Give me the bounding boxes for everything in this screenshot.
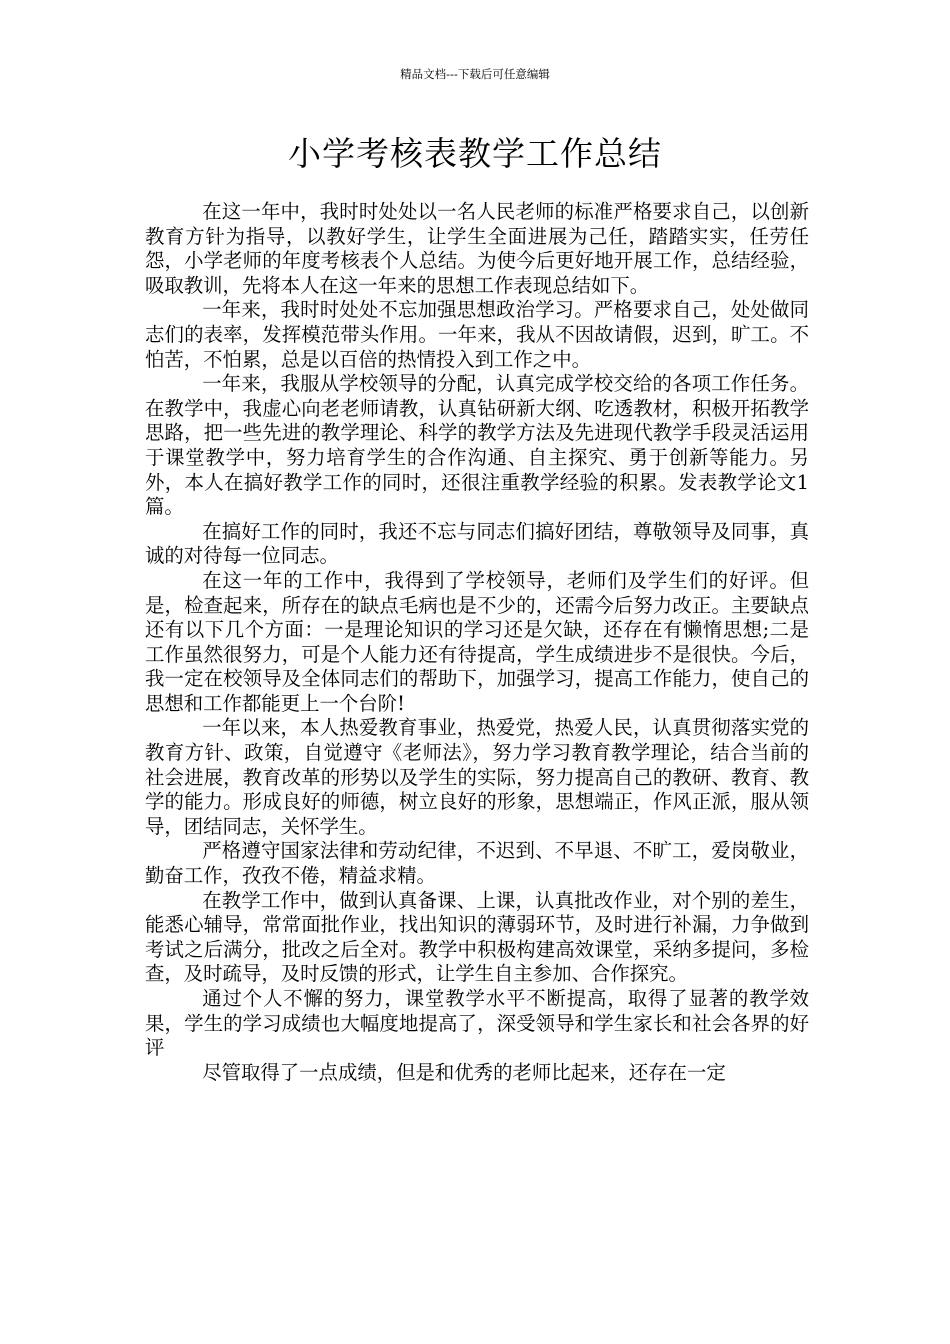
- paragraph: 通过个人不懈的努力，课堂教学水平不断提高，取得了显著的教学效果，学生的学习成绩也大幅度地提高了，深受领导和学生家长和社会各界的好评: [145, 987, 809, 1060]
- document-body: [145, 200, 809, 1085]
- paragraph: 在教学工作中，做到认真备课、上课，认真批改作业，对个别的差生，能悉心辅导，常常面批作业，找出知识的薄弱环节，及时进行补漏，力争做到考试之后满分，批改之后全对。教学中积极构建高效课堂，采纳多提问，多检查，及时疏导，及时反馈的形式，让学生自主参加、合作探究。: [145, 888, 809, 986]
- paragraph: 在这一年的工作中，我得到了学校领导，老师们及学生们的好评。但是，检查起来，所存在的缺点毛病也是不少的，还需今后努力改正。主要缺点还有以下几个方面：一是理论知识的学习还是欠缺，还存在有懒惰思想;二是工作虽然很努力，可是个人能力还有待提高，学生成绩进步不是很快。今后，我一定在校领导及全体同志们的帮助下，加强学习，提高工作能力，使自己的思想和工作都能更上一个台阶!: [145, 568, 809, 715]
- paragraph: 严格遵守国家法律和劳动纪律，不迟到、不早退、不旷工，爱岗敬业，勤奋工作，孜孜不倦，精益求精。: [145, 839, 809, 888]
- header-note: 精品文档---下载后可任意编辑: [400, 67, 550, 81]
- paragraph: 一年来，我时时处处不忘加强思想政治学习。严格要求自己，处处做同志们的表率，发挥模范带头作用。一年来，我从不因故请假，迟到，旷工。不怕苦，不怕累，总是以百倍的热情投入到工作之中。: [145, 298, 809, 371]
- paragraph: 在搞好工作的同时，我还不忘与同志们搞好团结，尊敬领导及同事，真诚的对待每一位同志。: [145, 519, 809, 568]
- document-title: 小学考核表教学工作总结: [288, 134, 662, 173]
- paragraph: 一年以来，本人热爱教育事业，热爱党，热爱人民，认真贯彻落实党的教育方针、政策，自觉遵守《老师法》，努力学习教育教学理论，结合当前的社会进展，教育改革的形势以及学生的实际，努力提高自己的教研、教育、教学的能力。形成良好的师德，树立良好的形象，思想端正，作风正派，服从领导，团结同志，关怀学生。: [145, 716, 809, 838]
- paragraph: 尽管取得了一点成绩，但是和优秀的老师比起来，还存在一定: [202, 1060, 726, 1084]
- paragraph: 在这一年中，我时时处处以一名人民老师的标准严格要求自己，以创新教育方针为指导，以教好学生，让学生全面进展为己任，踏踏实实，任劳任怨，小学老师的年度考核表个人总结。为使今后更好地开展工作，总结经验，吸取教训，先将本人在这一年来的思想工作表现总结如下。: [145, 200, 809, 297]
- paragraph: 一年来，我服从学校领导的分配，认真完成学校交给的各项工作任务。在教学中，我虚心向老老师请教，认真钻研新大纲、吃透教材，积极开拓教学思路，把一些先进的教学理论、科学的教学方法及先进现代教学手段灵活运用于课堂教学中，努力培育学生的合作沟通、自主探究、勇于创新等能力。另外，本人在搞好教学工作的同时，还很注重教学经验的积累。发表教学论文1篇。: [145, 372, 809, 519]
